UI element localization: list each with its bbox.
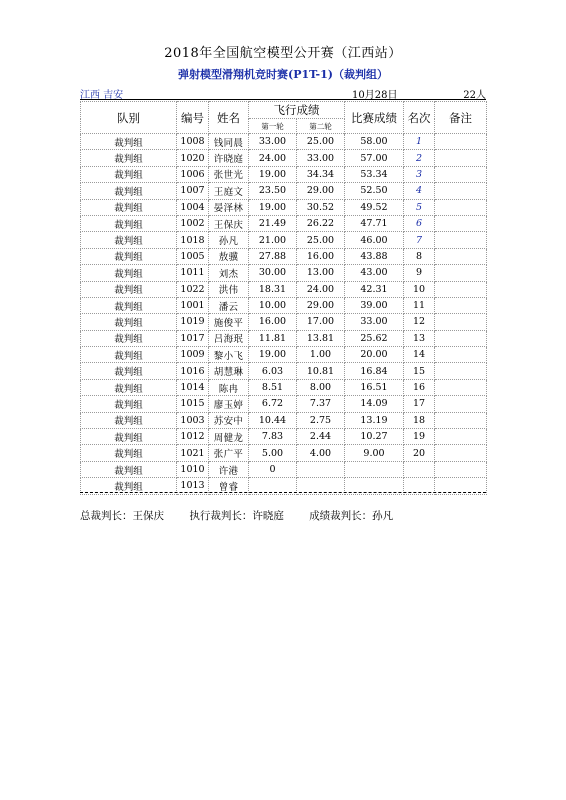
cell-name: 曾睿 [209,478,249,494]
cell-name: 洪伟 [209,281,249,297]
cell-number: 1019 [177,314,209,330]
cell-number: 1006 [177,166,209,182]
cell-rank: 3 [404,166,435,182]
cell-total: 33.00 [345,314,404,330]
cell-round1: 23.50 [249,183,297,199]
table-row [81,150,487,166]
cell-number: 1010 [177,461,209,477]
cell-number: 1009 [177,347,209,363]
cell-note [435,396,487,412]
header-rank: 名次 [404,102,435,134]
cell-name: 陈冉 [209,379,249,395]
cell-total: 52.50 [345,183,404,199]
cell-round1: 24.00 [249,150,297,166]
cell-total: 25.62 [345,330,404,346]
cell-name: 廖玉婷 [209,396,249,412]
cell-rank: 8 [404,248,435,264]
cell-number: 1001 [177,297,209,313]
cell-note [435,232,487,248]
cell-round1: 19.00 [249,166,297,182]
cell-team: 裁判组 [81,281,177,297]
cell-name: 王保庆 [209,215,249,231]
cell-round1: 6.03 [249,363,297,379]
cell-name: 敖骥 [209,248,249,264]
cell-round1: 6.72 [249,396,297,412]
date-label: 10月28日 [352,90,398,101]
cell-team: 裁判组 [81,445,177,461]
cell-number: 1008 [177,134,209,150]
cell-round2: 8.00 [297,379,345,395]
cell-number: 1014 [177,379,209,395]
cell-note [435,183,487,199]
cell-round2: 16.00 [297,248,345,264]
cell-round2: 25.00 [297,232,345,248]
cell-round1: 18.31 [249,281,297,297]
cell-rank: 7 [404,232,435,248]
chief-referee: 总裁判长：王保庆 [80,510,164,522]
cell-team: 裁判组 [81,199,177,215]
cell-total: 13.19 [345,412,404,428]
cell-round1: 16.00 [249,314,297,330]
cell-team: 裁判组 [81,297,177,313]
cell-name: 许晓庭 [209,150,249,166]
table-row [81,183,487,199]
cell-round2: 10.81 [297,363,345,379]
cell-round2: 2.44 [297,429,345,445]
cell-note [435,281,487,297]
cell-number: 1012 [177,429,209,445]
cell-total: 20.00 [345,347,404,363]
cell-round2: 4.00 [297,445,345,461]
cell-team: 裁判组 [81,183,177,199]
cell-total: 47.71 [345,215,404,231]
cell-number: 1022 [177,281,209,297]
cell-rank: 17 [404,396,435,412]
cell-rank: 19 [404,429,435,445]
cell-number: 1018 [177,232,209,248]
table-row [81,314,487,330]
cell-round2: 7.37 [297,396,345,412]
cell-rank: 9 [404,265,435,281]
cell-team: 裁判组 [81,347,177,363]
cell-round1: 10.44 [249,412,297,428]
cell-team: 裁判组 [81,461,177,477]
cell-name: 王庭文 [209,183,249,199]
cell-round2: 24.00 [297,281,345,297]
results-table [80,101,487,495]
cell-team: 裁判组 [81,265,177,281]
cell-round2: 17.00 [297,314,345,330]
cell-round2: 29.00 [297,297,345,313]
cell-total: 46.00 [345,232,404,248]
officials-line [80,508,415,523]
header-note: 备注 [435,102,487,134]
table-row [81,232,487,248]
cell-number: 1016 [177,363,209,379]
cell-rank: 11 [404,297,435,313]
cell-round1: 19.00 [249,347,297,363]
document-title: 2018年全国航空模型公开赛（江西站） [164,46,402,61]
scoring-referee: 成绩裁判长：孙凡 [309,510,394,522]
table-row [81,379,487,395]
cell-total: 53.34 [345,166,404,182]
table-row [81,215,487,231]
info-line [80,86,486,99]
cell-name: 潘云 [209,297,249,313]
cell-name: 吕海珉 [209,330,249,346]
cell-total: 57.00 [345,150,404,166]
cell-number: 1017 [177,330,209,346]
cell-note [435,330,487,346]
cell-note [435,199,487,215]
cell-round1: 27.88 [249,248,297,264]
cell-name: 黎小飞 [209,347,249,363]
cell-team: 裁判组 [81,248,177,264]
cell-team: 裁判组 [81,215,177,231]
cell-round1: 21.49 [249,215,297,231]
header-round1: 第一轮 [249,119,297,134]
cell-team: 裁判组 [81,314,177,330]
table-row [81,412,487,428]
table-row [81,396,487,412]
cell-total: 14.09 [345,396,404,412]
cell-note [435,412,487,428]
cell-team: 裁判组 [81,379,177,395]
cell-total [345,461,404,477]
cell-round1: 33.00 [249,134,297,150]
cell-name: 钱同晨 [209,134,249,150]
cell-total: 39.00 [345,297,404,313]
cell-note [435,379,487,395]
cell-team: 裁判组 [81,363,177,379]
cell-rank: 15 [404,363,435,379]
cell-rank [404,461,435,477]
cell-name: 张世光 [209,166,249,182]
cell-number: 1015 [177,396,209,412]
cell-rank: 2 [404,150,435,166]
table-row [81,330,487,346]
cell-rank: 18 [404,412,435,428]
table-row [81,347,487,363]
table-row [81,429,487,445]
cell-team: 裁判组 [81,166,177,182]
table-row [81,248,487,264]
cell-name: 孙凡 [209,232,249,248]
cell-note [435,314,487,330]
cell-note [435,297,487,313]
cell-round1: 30.00 [249,265,297,281]
cell-rank: 4 [404,183,435,199]
cell-rank: 10 [404,281,435,297]
cell-note [435,445,487,461]
cell-rank: 20 [404,445,435,461]
cell-name: 苏安中 [209,412,249,428]
cell-note [435,215,487,231]
cell-round1: 10.00 [249,297,297,313]
table-row [81,199,487,215]
cell-note [435,347,487,363]
cell-team: 裁判组 [81,150,177,166]
cell-rank: 5 [404,199,435,215]
cell-number: 1007 [177,183,209,199]
cell-round1: 0 [249,461,297,477]
results-body [81,134,487,495]
cell-number: 1020 [177,150,209,166]
cell-number: 1002 [177,215,209,231]
header-round2: 第二轮 [297,119,345,134]
header-number: 编号 [177,102,209,134]
event-subtitle: 弹射模型滑翔机竞时赛(P1T-1)（裁判组） [178,68,388,81]
cell-name: 施俊平 [209,314,249,330]
cell-total: 10.27 [345,429,404,445]
cell-name: 晏泽林 [209,199,249,215]
cell-name: 许港 [209,461,249,477]
cell-rank: 14 [404,347,435,363]
cell-round1: 19.00 [249,199,297,215]
cell-round2: 34.34 [297,166,345,182]
header-name: 姓名 [209,102,249,134]
cell-number: 1005 [177,248,209,264]
cell-team: 裁判组 [81,478,177,494]
cell-number: 1003 [177,412,209,428]
cell-note [435,363,487,379]
table-row [81,166,487,182]
cell-rank: 6 [404,215,435,231]
cell-team: 裁判组 [81,330,177,346]
table-row [81,281,487,297]
table-row [81,461,487,477]
cell-note [435,248,487,264]
cell-note [435,265,487,281]
cell-team: 裁判组 [81,429,177,445]
cell-note [435,429,487,445]
cell-round2: 1.00 [297,347,345,363]
cell-total: 49.52 [345,199,404,215]
cell-note [435,134,487,150]
cell-round2: 29.00 [297,183,345,199]
participant-count: 22人 [463,90,486,101]
cell-total: 42.31 [345,281,404,297]
cell-round2 [297,461,345,477]
cell-number: 1004 [177,199,209,215]
table-bottom-rule [80,492,486,493]
header-result: 比赛成绩 [345,102,404,134]
cell-team: 裁判组 [81,412,177,428]
cell-total: 16.51 [345,379,404,395]
cell-name: 周健龙 [209,429,249,445]
table-row [81,445,487,461]
header-team: 队别 [81,102,177,134]
cell-round1: 11.81 [249,330,297,346]
cell-name: 刘杰 [209,265,249,281]
cell-round2: 25.00 [297,134,345,150]
cell-rank: 12 [404,314,435,330]
cell-round2: 13.81 [297,330,345,346]
cell-total: 43.88 [345,248,404,264]
cell-round2: 30.52 [297,199,345,215]
cell-note [435,461,487,477]
cell-round1: 5.00 [249,445,297,461]
cell-number: 1011 [177,265,209,281]
cell-total: 58.00 [345,134,404,150]
cell-round2: 26.22 [297,215,345,231]
table-row [81,265,487,281]
cell-rank: 16 [404,379,435,395]
cell-total: 16.84 [345,363,404,379]
region-label: 江西 吉安 [80,90,124,101]
cell-note [435,150,487,166]
cell-number: 1021 [177,445,209,461]
header-flight: 飞行成绩 [249,102,345,119]
executive-referee: 执行裁判长：许晓庭 [189,510,284,522]
cell-name: 胡慧琳 [209,363,249,379]
cell-round2: 33.00 [297,150,345,166]
header-rule [80,99,486,100]
table-row [81,297,487,313]
cell-round2: 13.00 [297,265,345,281]
cell-team: 裁判组 [81,134,177,150]
cell-team: 裁判组 [81,396,177,412]
cell-rank: 1 [404,134,435,150]
cell-round1: 8.51 [249,379,297,395]
cell-name: 张广平 [209,445,249,461]
cell-round1: 7.83 [249,429,297,445]
cell-round2: 2.75 [297,412,345,428]
cell-round1: 21.00 [249,232,297,248]
table-row [81,134,487,150]
cell-note [435,166,487,182]
cell-number: 1013 [177,478,209,494]
cell-rank: 13 [404,330,435,346]
cell-total: 43.00 [345,265,404,281]
cell-team: 裁判组 [81,232,177,248]
cell-total: 9.00 [345,445,404,461]
table-row [81,363,487,379]
